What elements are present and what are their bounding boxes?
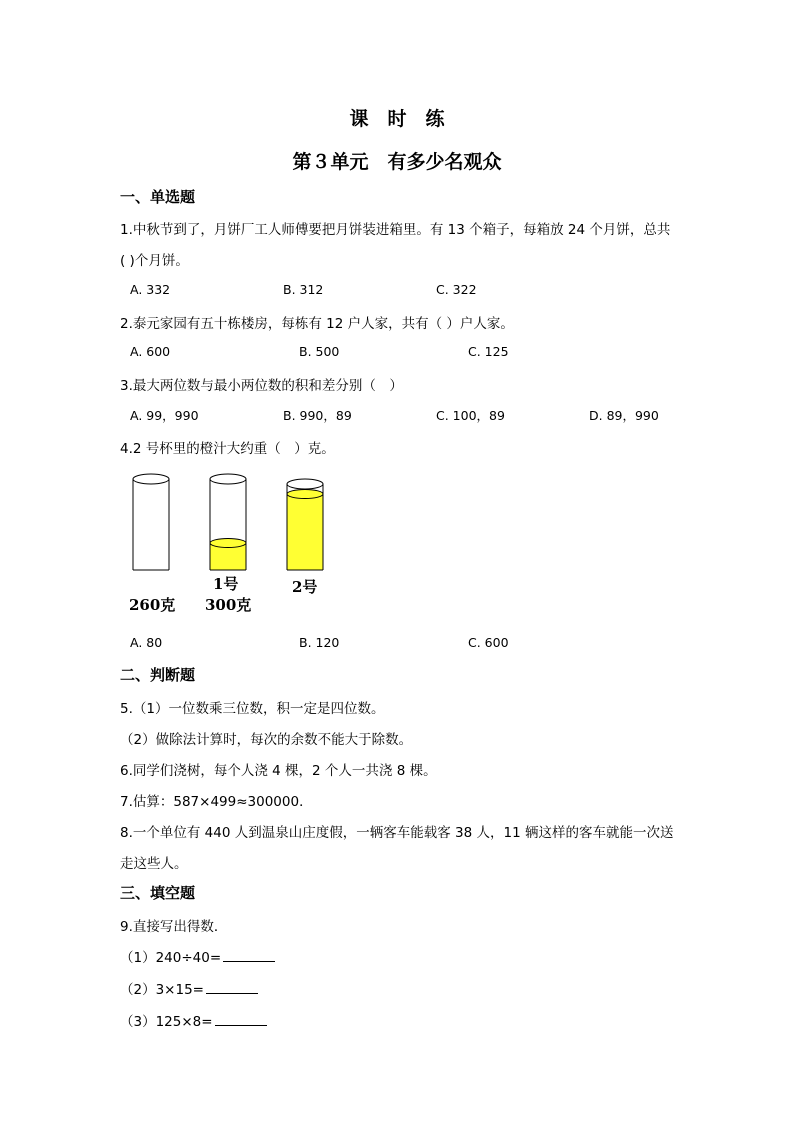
section-heading-fill-blank: 三、填空题 bbox=[120, 884, 196, 902]
q1-option-c[interactable]: C. 322 bbox=[436, 282, 477, 297]
q4-option-b[interactable]: B. 120 bbox=[299, 635, 340, 650]
question-1-line-2: ( )个月饼。 bbox=[120, 253, 189, 269]
q4-option-c[interactable]: C. 600 bbox=[468, 635, 509, 650]
fill-item-1-text: （1）240÷40= bbox=[120, 950, 222, 966]
fill-item-2-text: （2）3×15= bbox=[120, 982, 204, 998]
section-heading-single-choice: 一、单选题 bbox=[120, 188, 196, 206]
q1-option-a[interactable]: A. 332 bbox=[130, 282, 171, 297]
page-subtitle: 第３单元 有多少名观众 bbox=[292, 151, 502, 173]
cup-1-number-label: 1号 bbox=[213, 575, 239, 593]
q1-option-b[interactable]: B. 312 bbox=[283, 282, 324, 297]
fill-item-3-text: （3）125×8= bbox=[120, 1014, 213, 1030]
section-heading-true-false: 二、判断题 bbox=[120, 666, 196, 684]
cup-empty bbox=[133, 474, 169, 570]
cup-2-number-label: 2号 bbox=[292, 578, 318, 596]
question-5-part-2: （2）做除法计算时，每次的余数不能大于除数。 bbox=[120, 732, 413, 748]
question-6: 6.同学们浇树，每个人浇 4 棵，2 个人一共浇 8 棵。 bbox=[120, 763, 437, 779]
q2-option-b[interactable]: B. 500 bbox=[299, 344, 340, 359]
question-3: 3.最大两位数与最小两位数的积和差分别（ ） bbox=[120, 378, 403, 394]
cup-1 bbox=[210, 474, 246, 570]
question-1-line-1: 1.中秋节到了，月饼厂工人师傅要把月饼装进箱里。有 13 个箱子，每箱放 24 个月饼，总共 bbox=[120, 222, 671, 238]
page-title: 课 时 练 bbox=[349, 108, 445, 130]
q3-option-b[interactable]: B. 990，89 bbox=[283, 408, 352, 423]
fill-item-1 bbox=[120, 946, 275, 966]
answer-blank-2[interactable] bbox=[206, 981, 258, 994]
q3-option-a[interactable]: A. 99，990 bbox=[130, 408, 199, 423]
question-8-line-1: 8.一个单位有 440 人到温泉山庄度假，一辆客车能载客 38 人，11 辆这样的客车就能一次送 bbox=[120, 825, 674, 841]
cup-empty-weight-label: 260克 bbox=[129, 596, 176, 614]
fill-item-2 bbox=[120, 978, 258, 998]
answer-blank-3[interactable] bbox=[215, 1013, 267, 1026]
q3-option-c[interactable]: C. 100，89 bbox=[436, 408, 505, 423]
question-5-part-1: 5.（1）一位数乘三位数，积一定是四位数。 bbox=[120, 701, 385, 717]
fill-item-3 bbox=[120, 1010, 267, 1030]
q3-option-d[interactable]: D. 89，990 bbox=[589, 408, 659, 423]
question-7: 7.估算：587×499≈300000． bbox=[120, 794, 313, 810]
question-2: 2.泰元家园有五十栋楼房，每栋有 12 户人家，共有（ ）户人家。 bbox=[120, 316, 514, 332]
q2-option-c[interactable]: C. 125 bbox=[468, 344, 509, 359]
q4-option-a[interactable]: A. 80 bbox=[130, 635, 163, 650]
cup-1-weight-label: 300克 bbox=[205, 596, 252, 614]
question-4: 4.2 号杯里的橙汁大约重（ ）克。 bbox=[120, 441, 335, 457]
cups-illustration bbox=[120, 470, 340, 580]
answer-blank-1[interactable] bbox=[223, 949, 275, 962]
question-9: 9.直接写出得数． bbox=[120, 919, 228, 935]
question-8-line-2: 走这些人。 bbox=[120, 856, 188, 872]
q2-option-a[interactable]: A. 600 bbox=[130, 344, 171, 359]
cup-2 bbox=[287, 479, 323, 570]
